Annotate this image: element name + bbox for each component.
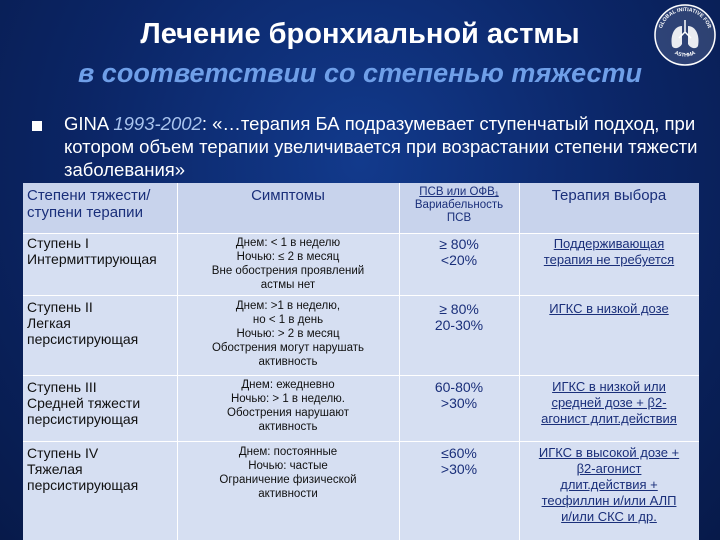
header-pef [399,186,519,225]
row4-severity [27,445,175,493]
cell-line: средней дозе + β2- [551,395,667,410]
logo-text-top: GLOBAL INITIATIVE FOR [658,6,712,30]
cell-line: Обострения нарушают [227,407,349,419]
cell-line: ИГКС в низкой или [552,379,666,394]
row2-pef [399,301,519,333]
cell-line: ≥ 80% [439,301,479,317]
cell-line: теофиллин и/или АЛП [541,493,677,508]
cell-line: Днем: ежедневно [241,379,335,391]
cell-line: >30% [440,395,478,411]
cell-line: Интермиттирующая [27,251,157,267]
cell-line: персистирующая [27,331,139,347]
header-pef-line: ПСВ [446,212,472,224]
therapy-table [23,183,699,540]
row1-symptoms [177,236,399,292]
page-subtitle: в соответствии со степенью тяжести [78,58,642,88]
bullet-text [64,112,704,181]
cell-line: Ночью: > 1 в неделю. [230,393,345,405]
cell-line: Поддерживающая [553,236,665,251]
cell-line: Ограничение физической [219,474,357,486]
cell-line: Днем: < 1 в неделю [235,237,341,249]
bullet-years: 1993-2002 [113,113,202,134]
cell-line: Ступень II [27,299,93,315]
header-pef-line: ПСВ или ОФВ₁ [419,186,499,198]
cell-line: ≤60% [441,445,477,461]
cell-line: персистирующая [27,477,139,493]
cell-line: ≥ 80% [439,236,479,252]
cell-line: активность [258,356,318,368]
cell-line: 60-80% [434,379,484,395]
row2-therapy [519,301,699,317]
row3-symptoms [177,378,399,434]
row4-symptoms [177,445,399,501]
row2-severity [27,299,175,347]
header-pef-line: Вариабельность [414,199,504,211]
page-title: Лечение бронхиальной астмы [140,18,580,50]
cell-line: агонист длит.действия [541,411,677,426]
cell-line: Ночью: ≤ 2 в месяц [236,251,340,263]
bullet-source: GINA [64,113,114,134]
cell-line: 20-30% [434,317,484,333]
row1-pef [399,236,519,268]
row2-symptoms [177,299,399,369]
cell-line: астмы нет [260,279,316,291]
table-divider [23,375,699,376]
row3-pef [399,379,519,411]
cell-line: но < 1 в день [252,314,324,326]
cell-line: Ступень IV [27,445,99,461]
header-severity [27,187,175,221]
header-therapy: Терапия выбора [551,187,667,204]
cell-line: терапия не требуется [543,252,675,267]
cell-line: ИГКС в высокой дозе + [538,445,680,460]
bullet-quote: : «…терапия БА подразумевает ступенчатый подход, при котором объем терапии увеличивается при возрастании степени тяжести заболевания» [64,113,698,180]
cell-line: Тяжелая [27,461,83,477]
bullet-marker [32,121,42,131]
cell-line: Ступень I [27,235,89,251]
cell-line: длит.действия + [560,477,658,492]
cell-line: персистирующая [27,411,139,427]
cell-line: активности [258,488,318,500]
table-divider [23,441,699,442]
header-symptoms: Симптомы [251,187,325,204]
cell-line: Ночью: > 2 в месяц [236,328,340,340]
row3-therapy [519,379,699,427]
cell-line: Средней тяжести [27,395,141,411]
cell-line: Легкая [27,315,71,331]
cell-line: Обострения могут нарушать [211,342,365,354]
table-divider [23,233,699,234]
cell-line: β2-агонист [576,461,642,476]
row1-therapy [519,236,699,268]
cell-line: ИГКС в низкой дозе [549,301,669,316]
cell-line: и/или СКС и др. [561,509,657,524]
cell-line: Ночью: частые [248,460,328,472]
table-divider [23,295,699,296]
cell-line: <20% [440,252,478,268]
logo-text-bottom: ASTHMA [673,50,697,59]
cell-line: Днем: >1 в неделю, [235,300,341,312]
row4-pef [399,445,519,477]
row4-therapy [519,445,699,525]
cell-line: Ступень III [27,379,97,395]
header-severity-line: ступени терапии [27,204,143,221]
row3-severity [27,379,175,427]
cell-line: Днем: постоянные [238,446,338,458]
header-severity-line: Степени тяжести/ [27,187,151,204]
cell-line: Вне обострения проявлений [211,265,365,277]
cell-line: >30% [440,461,478,477]
cell-line: активность [258,421,318,433]
row1-severity [27,235,175,267]
